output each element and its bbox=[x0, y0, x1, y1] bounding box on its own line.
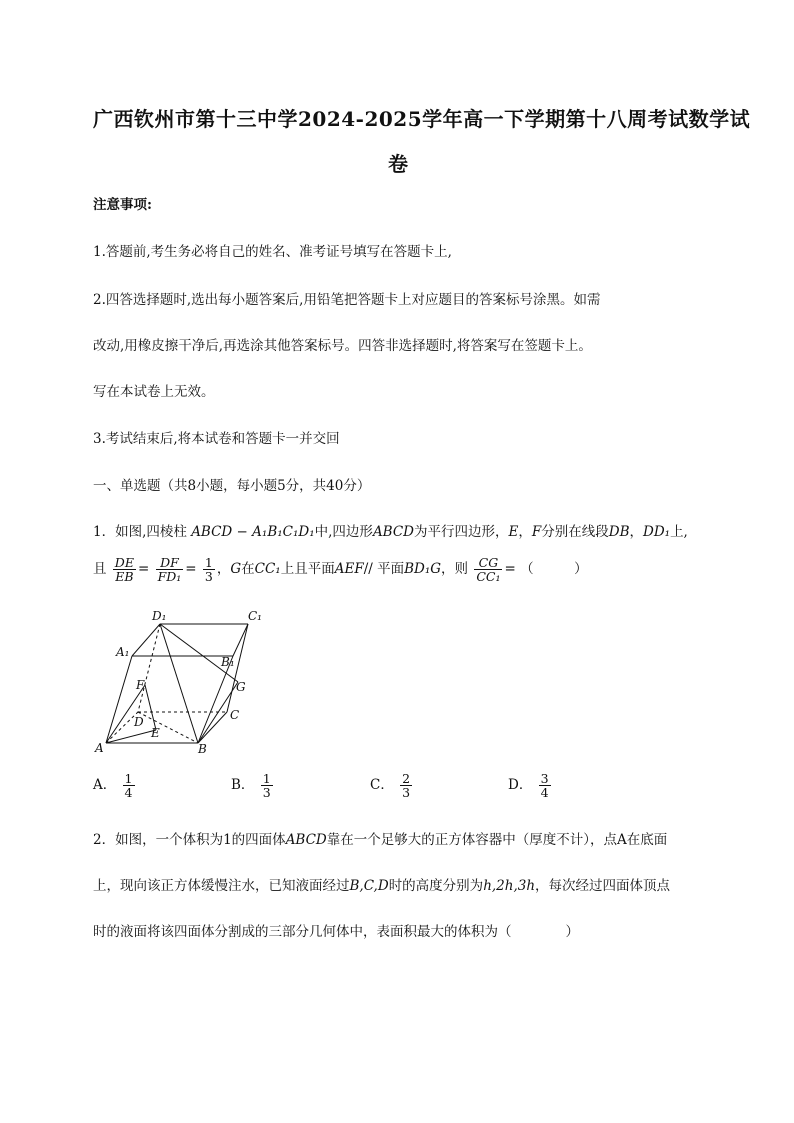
q1-frac2-numerator: DF bbox=[156, 556, 184, 570]
q1-text-2: 中,四边形 bbox=[314, 524, 373, 540]
q1-point-f: F bbox=[531, 524, 542, 540]
q1-segment-db: DB bbox=[608, 524, 630, 540]
q1-frac3-numerator: 1 bbox=[204, 555, 213, 570]
label-c1: C₁ bbox=[248, 609, 262, 623]
q2-tetrahedron: ABCD bbox=[285, 832, 327, 848]
label-d1: D₁ bbox=[152, 609, 167, 623]
q1-text-3: 为平行四边形， bbox=[414, 524, 509, 540]
q1-text-1: 如图,四棱柱 bbox=[115, 524, 187, 540]
q1-frac2-denominator: FD₁ bbox=[157, 569, 182, 585]
q2-text-1: 2．如图，一个体积为1的四面体 bbox=[93, 832, 286, 848]
q1-text-10: ，则 bbox=[441, 561, 469, 578]
edge-a1d1 bbox=[132, 624, 160, 656]
q1-option-a-fraction bbox=[123, 772, 135, 799]
q2-line3: 时的液面将该四面体分割成的三部分几何体中，表面积最大的体积为（ ） bbox=[93, 924, 579, 940]
q1-text-4: 分别在线段 bbox=[541, 524, 609, 540]
notice-item-2-line3: 写在本试卷上无效。 bbox=[93, 384, 215, 400]
hidden-line-db bbox=[138, 712, 198, 743]
q1-option-a-den: 4 bbox=[124, 785, 133, 801]
q1-plane-aef: AEF bbox=[334, 561, 364, 578]
q1-option-a[interactable] bbox=[93, 772, 137, 799]
q1-prism: ABCD − A₁B₁C₁D₁ bbox=[191, 524, 315, 540]
q1-text-9: // 平面 bbox=[363, 561, 405, 578]
q1-option-b-num: 1 bbox=[262, 771, 271, 786]
q1-frac1-denominator: EB bbox=[115, 569, 134, 585]
q1-option-d-fraction bbox=[539, 772, 551, 799]
q2-text-2: 靠在一个足够大的正方体容器中（厚度不计），点A在底面 bbox=[326, 832, 668, 848]
q1-line1 bbox=[93, 520, 688, 540]
label-e: E bbox=[151, 726, 160, 740]
label-b1: B₁ bbox=[221, 655, 235, 669]
q1-option-c-den: 3 bbox=[402, 785, 411, 801]
q1-answer-paren: （ ） bbox=[520, 561, 588, 578]
line-d1g bbox=[160, 624, 238, 682]
q1-fraction-one-third bbox=[203, 556, 215, 583]
q1-option-c-num: 2 bbox=[402, 771, 411, 786]
q1-text-8: 上且平面 bbox=[280, 561, 335, 578]
label-g: G bbox=[236, 680, 246, 694]
q2-line2 bbox=[93, 874, 670, 894]
q2-heights: h,2h,3h bbox=[483, 878, 536, 894]
q1-eq-1: = bbox=[137, 561, 150, 578]
label-a1: A₁ bbox=[116, 645, 130, 659]
q2-line1 bbox=[93, 828, 667, 848]
q1-text-7: 在 bbox=[241, 561, 255, 578]
q1-option-b-fraction bbox=[261, 772, 273, 799]
q1-fraction-cg-cc1 bbox=[474, 556, 502, 583]
q1-option-c[interactable] bbox=[370, 772, 414, 799]
q1-frac3-denominator: 3 bbox=[204, 569, 213, 585]
page-title-line2: 卷 bbox=[388, 152, 409, 176]
edge-bc bbox=[198, 712, 227, 743]
q1-option-c-label: C． bbox=[370, 777, 394, 794]
q1-fraction-df-fd1 bbox=[156, 556, 184, 583]
q1-option-d[interactable] bbox=[508, 772, 553, 799]
q1-option-a-num: 1 bbox=[124, 771, 133, 786]
q1-point-g: G bbox=[230, 561, 242, 578]
section-heading-single-choice: 一、单选题（共8小题，每小题5分，共40分） bbox=[93, 478, 371, 494]
q1-comma-1: ， bbox=[518, 524, 532, 540]
q1-number: 1． bbox=[93, 524, 116, 540]
q1-option-b-den: 3 bbox=[262, 785, 271, 801]
q1-eq-2: = bbox=[185, 561, 197, 578]
q1-frac4-denominator: CC₁ bbox=[476, 569, 501, 585]
q1-segment-dd1: DD₁ bbox=[643, 524, 671, 540]
label-b: B bbox=[198, 742, 207, 756]
q1-option-b[interactable] bbox=[231, 772, 275, 799]
q1-comma-2: ， bbox=[629, 524, 643, 540]
q1-eq-3: = bbox=[504, 561, 516, 578]
label-f: F bbox=[136, 678, 145, 692]
label-a: A bbox=[95, 741, 104, 755]
q1-option-a-label: A． bbox=[93, 777, 117, 794]
notice-item-2-line2: 改动,用橡皮擦干净后,再选涂其他答案标号。四答非选择题时,将答案写在签题卡上。 bbox=[93, 338, 592, 354]
notice-heading: 注意事项: bbox=[93, 197, 152, 213]
q1-prism-figure bbox=[90, 600, 280, 760]
q1-quad: ABCD bbox=[372, 524, 415, 540]
line-d1b bbox=[160, 624, 198, 743]
q1-segment-cc1: CC₁ bbox=[254, 561, 281, 578]
q1-option-b-label: B． bbox=[231, 777, 255, 794]
q1-frac1-numerator: DE bbox=[114, 555, 134, 570]
notice-item-3: 3.考试结束后,将本试卷和答题卡一并交回 bbox=[93, 431, 340, 447]
q1-plane-bd1g: BD₁G bbox=[404, 561, 442, 578]
q1-option-d-label: D． bbox=[508, 777, 533, 794]
q1-frac4-numerator: CG bbox=[474, 556, 502, 570]
q1-text-6: 且 bbox=[93, 561, 107, 578]
notice-item-1: 1.答题前,考生务必将自己的姓名、准考证号填写在答题卡上, bbox=[93, 244, 452, 260]
q1-line2 bbox=[93, 556, 588, 583]
q1-option-c-fraction bbox=[400, 772, 412, 799]
q1-text-5: 上, bbox=[670, 524, 688, 540]
q2-text-5: ，每次经过四面体顶点 bbox=[535, 878, 671, 894]
q1-comma-3: ， bbox=[216, 561, 231, 578]
page-title-line1: 广西钦州市第十三中学2024-2025学年高一下学期第十八周考试数学试 bbox=[93, 107, 751, 131]
edge-b1b bbox=[198, 656, 233, 743]
q1-option-d-den: 4 bbox=[540, 785, 549, 801]
q2-points-bcd: B,C,D bbox=[349, 878, 389, 894]
q1-point-e: E bbox=[508, 524, 519, 540]
label-c: C bbox=[230, 708, 240, 722]
q2-text-4: 时的高度分别为 bbox=[388, 878, 484, 894]
label-d: D bbox=[134, 715, 144, 729]
q2-text-3: 上，现向该正方体缓慢注水，已知液面经过 bbox=[93, 878, 350, 894]
q1-option-d-num: 3 bbox=[540, 771, 549, 786]
line-fe bbox=[145, 685, 156, 730]
notice-item-2-line1: 2.四答选择题时,选出每小题答案后,用铅笔把答题卡上对应题目的答案标号涂黑。如需 bbox=[93, 292, 601, 308]
q1-fraction-de-eb bbox=[113, 556, 136, 583]
edge-b1c1 bbox=[233, 624, 248, 656]
